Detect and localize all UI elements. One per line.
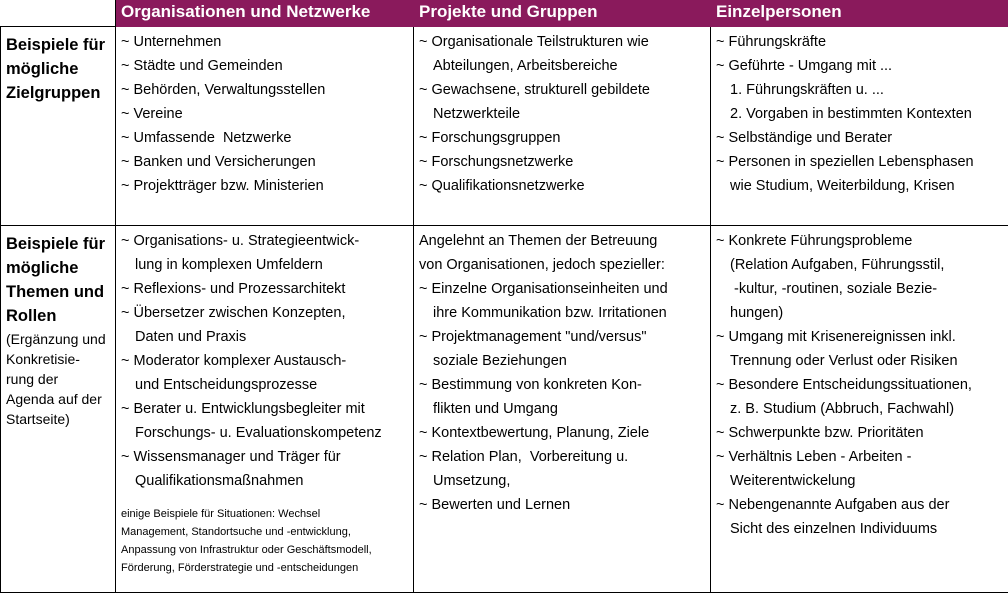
- list-item: ~ Nebengenannte Aufgaben aus der: [716, 493, 1004, 517]
- list-item: ~ Reflexions- und Prozessarchitekt: [121, 277, 409, 301]
- roles-projects-cell: [414, 226, 711, 593]
- list-item-continuation: Netzwerkteile: [419, 102, 706, 126]
- list-item: ~ Umfassende Netzwerke: [121, 126, 409, 150]
- list-item: ~ Moderator komplexer Austausch-: [121, 349, 409, 373]
- row-label-line: Zielgruppen: [6, 81, 111, 105]
- target-individuals-cell: [711, 27, 1008, 226]
- list-item: ~ Einzelne Organisationseinheiten und: [419, 277, 706, 301]
- list-item: ~ Bestimmung von konkreten Kon-: [419, 373, 706, 397]
- list-item: ~ Banken und Versicherungen: [121, 150, 409, 174]
- row-note-line: Konkretisie-: [6, 349, 111, 369]
- header-individuals: Einzelpersonen: [711, 1, 1008, 27]
- list-item: ~ Forschungsnetzwerke: [419, 150, 706, 174]
- situations-note: [121, 505, 409, 577]
- list-item-continuation: und Entscheidungsprozesse: [121, 373, 409, 397]
- roles-organisations-cell: [116, 226, 414, 593]
- list-item: ~ Selbständige und Berater: [716, 126, 1004, 150]
- numbered-item: 1. Führungskräften u. ...: [716, 78, 1004, 102]
- list-item-continuation: (Relation Aufgaben, Führungsstil,: [716, 253, 1004, 277]
- list-item: ~ Geführte - Umgang mit ...: [716, 54, 1004, 78]
- row-note-line: rung der: [6, 369, 111, 389]
- list-item: ~ Organisations- u. Strategieentwick-: [121, 229, 409, 253]
- list-item-continuation: Abteilungen, Arbeitsbereiche: [419, 54, 706, 78]
- target-organisations-cell: [116, 27, 414, 226]
- situations-note-line: Management, Standortsuche und -entwicklung,: [121, 523, 409, 541]
- list-item-continuation: Umsetzung,: [419, 469, 706, 493]
- list-item-continuation: -kultur, -routinen, soziale Bezie-: [716, 277, 1004, 301]
- list-item: ~ Qualifikationsnetzwerke: [419, 174, 706, 198]
- row-label-themes-roles: [1, 226, 116, 593]
- list-item: ~ Gewachsene, strukturell gebildete: [419, 78, 706, 102]
- list-item: ~ Relation Plan, Vorbereitung u.: [419, 445, 706, 469]
- list-item-continuation: z. B. Studium (Abbruch, Fachwahl): [716, 397, 1004, 421]
- row-label-line: Beispiele für: [6, 33, 111, 57]
- list-item: ~ Wissensmanager und Träger für: [121, 445, 409, 469]
- list-item-continuation: Weiterentwickelung: [716, 469, 1004, 493]
- list-item: ~ Umgang mit Krisenereignissen inkl.: [716, 325, 1004, 349]
- row-label-line: mögliche: [6, 57, 111, 81]
- list-item: ~ Kontextbewertung, Planung, Ziele: [419, 421, 706, 445]
- list-item: ~ Bewerten und Lernen: [419, 493, 706, 517]
- header-projects: Projekte und Gruppen: [414, 1, 711, 27]
- row-note-line: Startseite): [6, 409, 111, 429]
- themes-roles-row: [1, 226, 1008, 593]
- situations-note-line: Anpassung von Infrastruktur oder Geschäftsmodell,: [121, 541, 409, 559]
- target-groups-row: [1, 27, 1008, 226]
- list-item-continuation: Sicht des einzelnen Individuums: [716, 517, 1004, 541]
- row-label-note: [6, 329, 111, 429]
- list-item: ~ Projektträger bzw. Ministerien: [121, 174, 409, 198]
- situations-note-line: einige Beispiele für Situationen: Wechsel: [121, 505, 409, 523]
- list-item: ~ Vereine: [121, 102, 409, 126]
- target-projects-cell: [414, 27, 711, 226]
- row-label-line: Beispiele für: [6, 232, 111, 256]
- list-item-continuation: ihre Kommunikation bzw. Irritationen: [419, 301, 706, 325]
- header-organisations: Organisationen und Netzwerke: [116, 1, 414, 27]
- list-item-continuation: Daten und Praxis: [121, 325, 409, 349]
- numbered-item: 2. Vorgaben in bestimmten Kontexten: [716, 102, 1004, 126]
- list-item-continuation: Trennung oder Verlust oder Risiken: [716, 349, 1004, 373]
- list-item: ~ Berater u. Entwicklungsbegleiter mit: [121, 397, 409, 421]
- intro-line: Angelehnt an Themen der Betreuung: [419, 229, 706, 253]
- list-item: ~ Besondere Entscheidungssituationen,: [716, 373, 1004, 397]
- list-item: ~ Konkrete Führungsprobleme: [716, 229, 1004, 253]
- intro-line: von Organisationen, jedoch spezieller:: [419, 253, 706, 277]
- list-item-continuation: soziale Beziehungen: [419, 349, 706, 373]
- row-label-target-groups: [1, 27, 116, 226]
- list-item-continuation: flikten und Umgang: [419, 397, 706, 421]
- list-item: ~ Verhältnis Leben - Arbeiten -: [716, 445, 1004, 469]
- list-item: ~ Unternehmen: [121, 30, 409, 54]
- list-item: ~ Übersetzer zwischen Konzepten,: [121, 301, 409, 325]
- list-item-continuation: lung in komplexen Umfeldern: [121, 253, 409, 277]
- list-item: ~ Forschungsgruppen: [419, 126, 706, 150]
- row-note-line: Agenda auf der: [6, 389, 111, 409]
- row-label-line: Themen und: [6, 280, 111, 304]
- list-item: ~ Schwerpunkte bzw. Prioritäten: [716, 421, 1004, 445]
- list-item: ~ Städte und Gemeinden: [121, 54, 409, 78]
- list-item: ~ Führungskräfte: [716, 30, 1004, 54]
- header-empty-cell: [1, 1, 116, 27]
- list-item: ~ Organisationale Teilstrukturen wie: [419, 30, 706, 54]
- roles-individuals-cell: [711, 226, 1008, 593]
- list-item: ~ Personen in speziellen Lebensphasen: [716, 150, 1004, 174]
- list-item-continuation: wie Studium, Weiterbildung, Krisen: [716, 174, 1004, 198]
- list-item: ~ Behörden, Verwaltungsstellen: [121, 78, 409, 102]
- list-item-continuation: Forschungs- u. Evaluationskompetenz: [121, 421, 409, 445]
- list-item-continuation: Qualifikationsmaßnahmen: [121, 469, 409, 493]
- row-note-line: (Ergänzung und: [6, 329, 111, 349]
- list-item-continuation: hungen): [716, 301, 1004, 325]
- row-label-line: mögliche: [6, 256, 111, 280]
- row-label-line: Rollen: [6, 304, 111, 328]
- situations-note-line: Förderung, Förderstrategie und -entscheidungen: [121, 559, 409, 577]
- header-row: [1, 1, 1008, 27]
- list-item: ~ Projektmanagement "und/versus": [419, 325, 706, 349]
